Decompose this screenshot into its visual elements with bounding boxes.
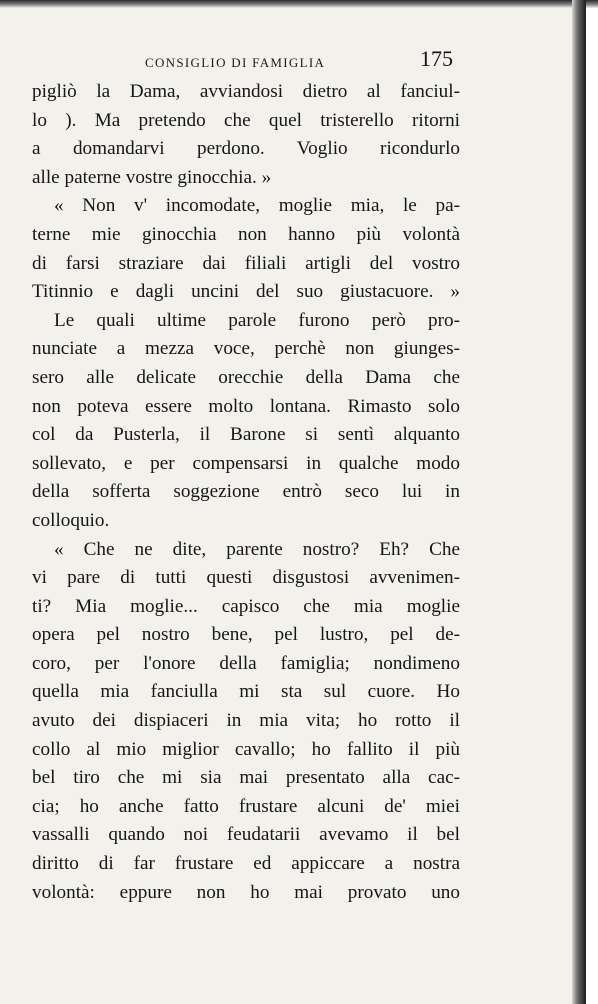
text-line: pigliò la Dama, avviandosi dietro al fanciul- <box>32 81 460 102</box>
text-line: lo ). Ma pretendo che quel tristerello ritorni <box>32 109 460 131</box>
text-line: opera pel nostro bene, pel lustro, pel de- <box>32 624 460 646</box>
text-line: avuto dei dispiaceri in mia vita; ho rotto il <box>32 710 460 732</box>
text-line: Le quali ultime parole furono però pro- <box>54 309 460 331</box>
text-line: vassalli quando noi feudatarii avevamo il bel <box>32 824 460 846</box>
text-line: col da Pusterla, il Barone si sentì alquanto <box>32 424 460 446</box>
text-line: sollevato, e per compensarsi in qualche modo <box>32 452 460 474</box>
text-line: quella mia fanciulla mi sta sul cuore. Ho <box>32 681 460 703</box>
text-line: a domandarvi perdono. Voglio ricondurlo <box>32 138 460 160</box>
text-line: Titinnio e dagli uncini del suo giustacuore. » <box>32 281 460 303</box>
text-line: alle paterne vostre ginocchia. » <box>32 166 272 188</box>
body-text <box>32 78 460 907</box>
text-line: « Che ne dite, parente nostro? Eh? Che <box>54 538 460 560</box>
text-line: « Non v' incomodate, moglie mia, le pa- <box>54 195 460 217</box>
text-line: non poteva essere molto lontana. Rimasto solo <box>32 395 460 417</box>
page-number: 175 <box>420 46 453 71</box>
page-right-edge <box>572 0 586 1004</box>
text-line: bel tiro che mi sia mai presentato alla cac- <box>32 767 460 789</box>
text-line: colloquio. <box>32 509 110 531</box>
text-line: ti? Mia moglie... capisco che mia moglie <box>32 595 460 617</box>
text-line: terne mie ginocchia non hanno più volontà <box>32 223 460 245</box>
running-title: CONSIGLIO DI FAMIGLIA <box>145 55 326 70</box>
text-line: sero alle delicate orecchie della Dama che <box>32 366 460 388</box>
page-top-edge <box>0 0 598 8</box>
text-line: collo al mio miglior cavallo; ho fallito il più <box>32 738 460 760</box>
text-line: coro, per l'onore della famiglia; nondimeno <box>32 652 460 674</box>
text-line: volontà: eppure non ho mai provato uno <box>32 881 460 903</box>
text-line: nunciate a mezza voce, perchè non giunges- <box>32 338 460 360</box>
text-line: vi pare di tutti questi disgustosi avvenimen- <box>32 567 460 589</box>
text-line: di farsi straziare dai filiali artigli del vostro <box>32 252 460 274</box>
text-line: della sofferta soggezione entrò seco lui in <box>32 481 460 503</box>
text-line: cia; ho anche fatto frustare alcuni de' miei <box>32 795 460 817</box>
text-line: diritto di far frustare ed appiccare a nostra <box>32 853 460 875</box>
